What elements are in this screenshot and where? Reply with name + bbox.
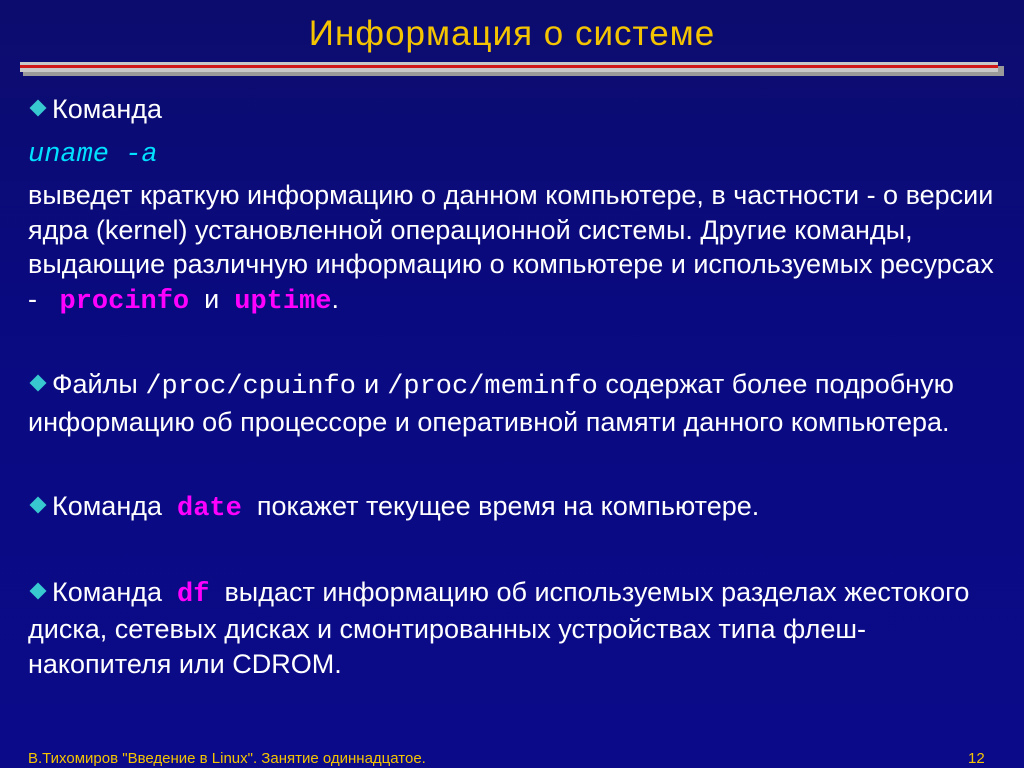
df-label: Команда — [52, 576, 163, 607]
page-number: 12 — [968, 750, 985, 767]
period-text: . — [331, 283, 339, 314]
paragraph-df — [28, 575, 998, 682]
slide-title: Информация о системе — [308, 14, 716, 53]
diamond-bullet-icon — [30, 100, 47, 117]
uptime-keyword: uptime — [234, 286, 332, 317]
paragraph-uname — [28, 92, 998, 127]
footer-author: В.Тихомиров "Введение в Linux". Занятие одиннадцатое. — [28, 750, 426, 767]
files-label: Файлы — [52, 369, 138, 399]
uname-description — [28, 178, 998, 319]
diamond-bullet-icon — [30, 375, 47, 392]
paragraph-proc-files — [28, 367, 998, 439]
slide-content — [28, 92, 998, 681]
cpuinfo-path: /proc/cpuinfo — [145, 372, 356, 402]
diamond-bullet-icon — [30, 582, 47, 599]
date-label: Команда — [52, 491, 163, 521]
procinfo-keyword: procinfo — [59, 286, 190, 317]
uname-command: uname -a — [28, 139, 158, 170]
meminfo-path: /proc/meminfo — [387, 372, 598, 402]
uname-text: выведет краткую информацию о данном компьютере, в частности - о версии ядра (kernel) установленной операционной системы. Другие команды, выдающие различную информацию о компьютере и используемых ресурсах - — [28, 180, 994, 314]
diamond-bullet-icon — [30, 497, 47, 514]
and-mono: и — [363, 372, 380, 402]
df-keyword: df — [177, 579, 210, 610]
uname-command-line — [28, 135, 998, 173]
paragraph-date — [28, 489, 998, 527]
proc-files-text: содержат более подробную информацию об процессоре и оперативной памяти данного компьютера. — [28, 369, 954, 437]
conjunction-text: и — [204, 283, 220, 314]
df-text: выдаст информацию об используемых разделах жестокого диска, сетевых дисках и смонтированных устройствах типа флеш-накопителя или CDROM. — [28, 576, 970, 679]
date-keyword: date — [177, 494, 242, 524]
command-label: Команда — [52, 94, 163, 124]
title-divider — [20, 62, 1004, 78]
date-text: покажет текущее время на компьютере. — [256, 491, 760, 521]
